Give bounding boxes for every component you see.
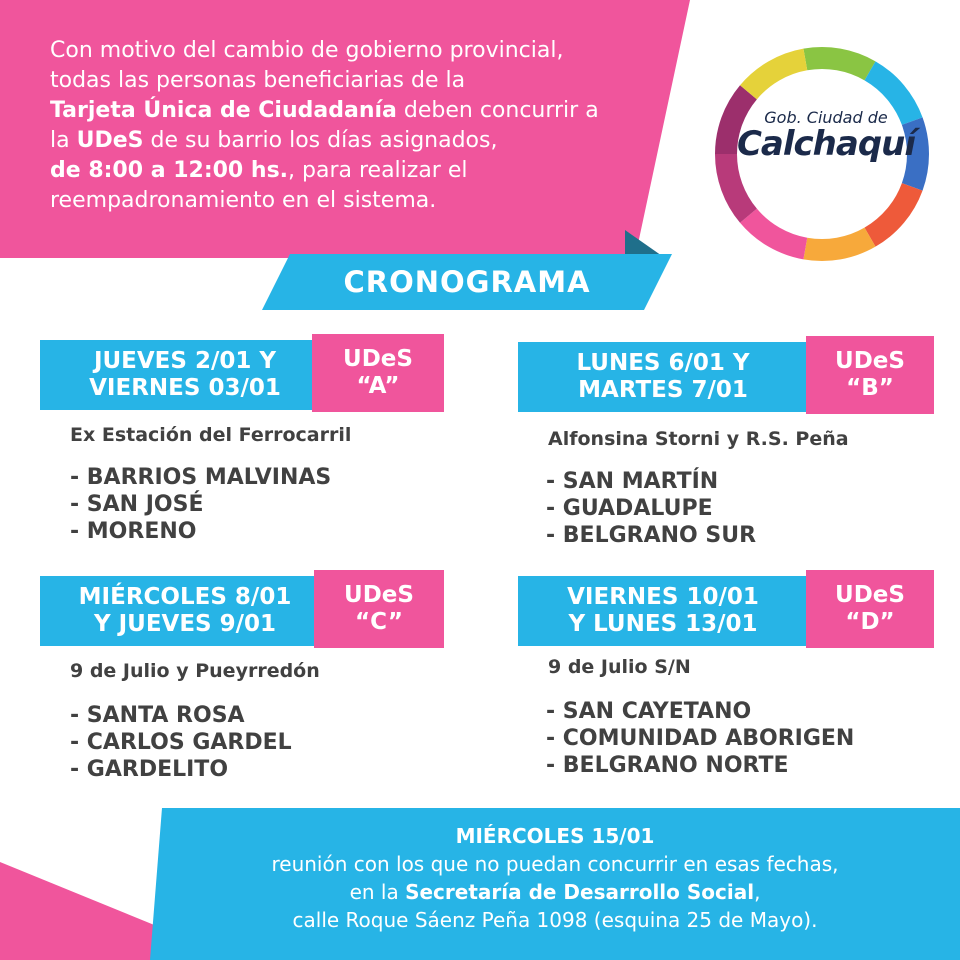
list-item: - MORENO [70,519,197,544]
barrio-list-c [70,702,292,783]
udes-letter: “C” [355,609,403,635]
barrio-list-a [70,464,331,545]
list-item: - CARLOS GARDEL [70,730,292,755]
list-item: - SAN MARTÍN [546,469,719,494]
intro-line-rest: deben concurrir a [396,98,599,123]
footer-line-part: en la [349,880,406,904]
footer-line: reunión con los que no puedan concurrir en esas fechas, [271,852,839,876]
days-line: VIERNES 10/01 [567,584,759,610]
list-item: - SAN JOSÉ [70,492,204,517]
logo-name: Calchaquí [736,124,916,164]
place-b: Alfonsina Storni y R.S. Peña [548,428,849,450]
udes-letter: “B” [846,375,894,401]
list-item: - GARDELITO [70,757,229,782]
cronograma-title: CRONOGRAMA [343,265,591,299]
footer-line [150,878,960,906]
place-c: 9 de Julio y Pueyrredón [70,660,320,682]
tarjeta-unica-label: Tarjeta Única de Ciudadanía [50,98,397,123]
logo-subtitle: Gob. Ciudad de [764,108,888,127]
days-line: JUEVES 2/01 Y [93,348,277,374]
intro-line [50,156,640,186]
days-line: Y LUNES 13/01 [568,611,758,637]
udes-line: UDeS [344,582,414,608]
list-item: - BARRIOS MALVINAS [70,465,332,490]
footer-date: MIÉRCOLES 15/01 [455,824,655,848]
barrio-list-d [546,698,854,779]
secretaria-label: Secretaría de Desarrollo Social [405,880,755,904]
udes-letter: “D” [845,609,895,635]
udes-line: UDeS [343,346,413,372]
days-label-a [40,348,330,402]
udes-label: UDeS [76,128,144,153]
list-item: - BELGRANO NORTE [546,753,789,778]
days-line: VIERNES 03/01 [89,375,281,401]
footer-line-rest: , [754,880,761,904]
days-label-b [528,350,798,404]
logo-ring-segment [870,187,912,237]
days-label-c [40,584,330,638]
logo-ring-segment [748,216,805,249]
intro-line: reempadronamiento en el sistema. [50,188,437,213]
list-item: - SANTA ROSA [70,703,245,728]
logo-ring-segment [805,237,870,250]
schedule-hours: de 8:00 a 12:00 hs. [50,158,289,183]
list-item: - SAN CAYETANO [546,699,752,724]
intro-line-rest: , para realizar el [288,158,468,183]
intro-line [50,96,640,126]
udes-letter: “A” [356,373,400,399]
udes-label-a [312,346,444,400]
days-line: MIÉRCOLES 8/01 [78,584,292,610]
footer-line: calle Roque Sáenz Peña 1098 (esquina 25 de Mayo). [292,908,818,932]
place-d: 9 de Julio S/N [548,656,691,678]
intro-text [50,36,640,216]
list-item: - GUADALUPE [546,496,713,521]
intro-line-rest: de su barrio los días asignados, [143,128,498,153]
days-label-d [528,584,798,638]
place-a: Ex Estación del Ferrocarril [70,424,352,446]
list-item: - COMUNIDAD ABORIGEN [546,726,855,751]
list-item: - BELGRANO SUR [546,523,757,548]
intro-line [50,126,640,156]
days-line: MARTES 7/01 [578,377,748,403]
logo-ring-segment [748,59,805,92]
barrio-list-b [546,468,756,549]
intro-line: todas las personas beneficiarias de la [50,68,466,93]
intro-line: Con motivo del cambio de gobierno provincial, [50,38,564,63]
udes-line: UDeS [835,348,905,374]
udes-label-b [806,348,934,402]
udes-line: UDeS [835,582,905,608]
udes-label-c [314,582,444,636]
days-line: LUNES 6/01 Y [576,350,750,376]
udes-label-d [806,582,934,636]
days-line: Y JUEVES 9/01 [93,611,277,637]
logo-ring-segment [805,58,870,71]
intro-line-part: la [50,128,77,153]
footer-text [150,822,960,934]
